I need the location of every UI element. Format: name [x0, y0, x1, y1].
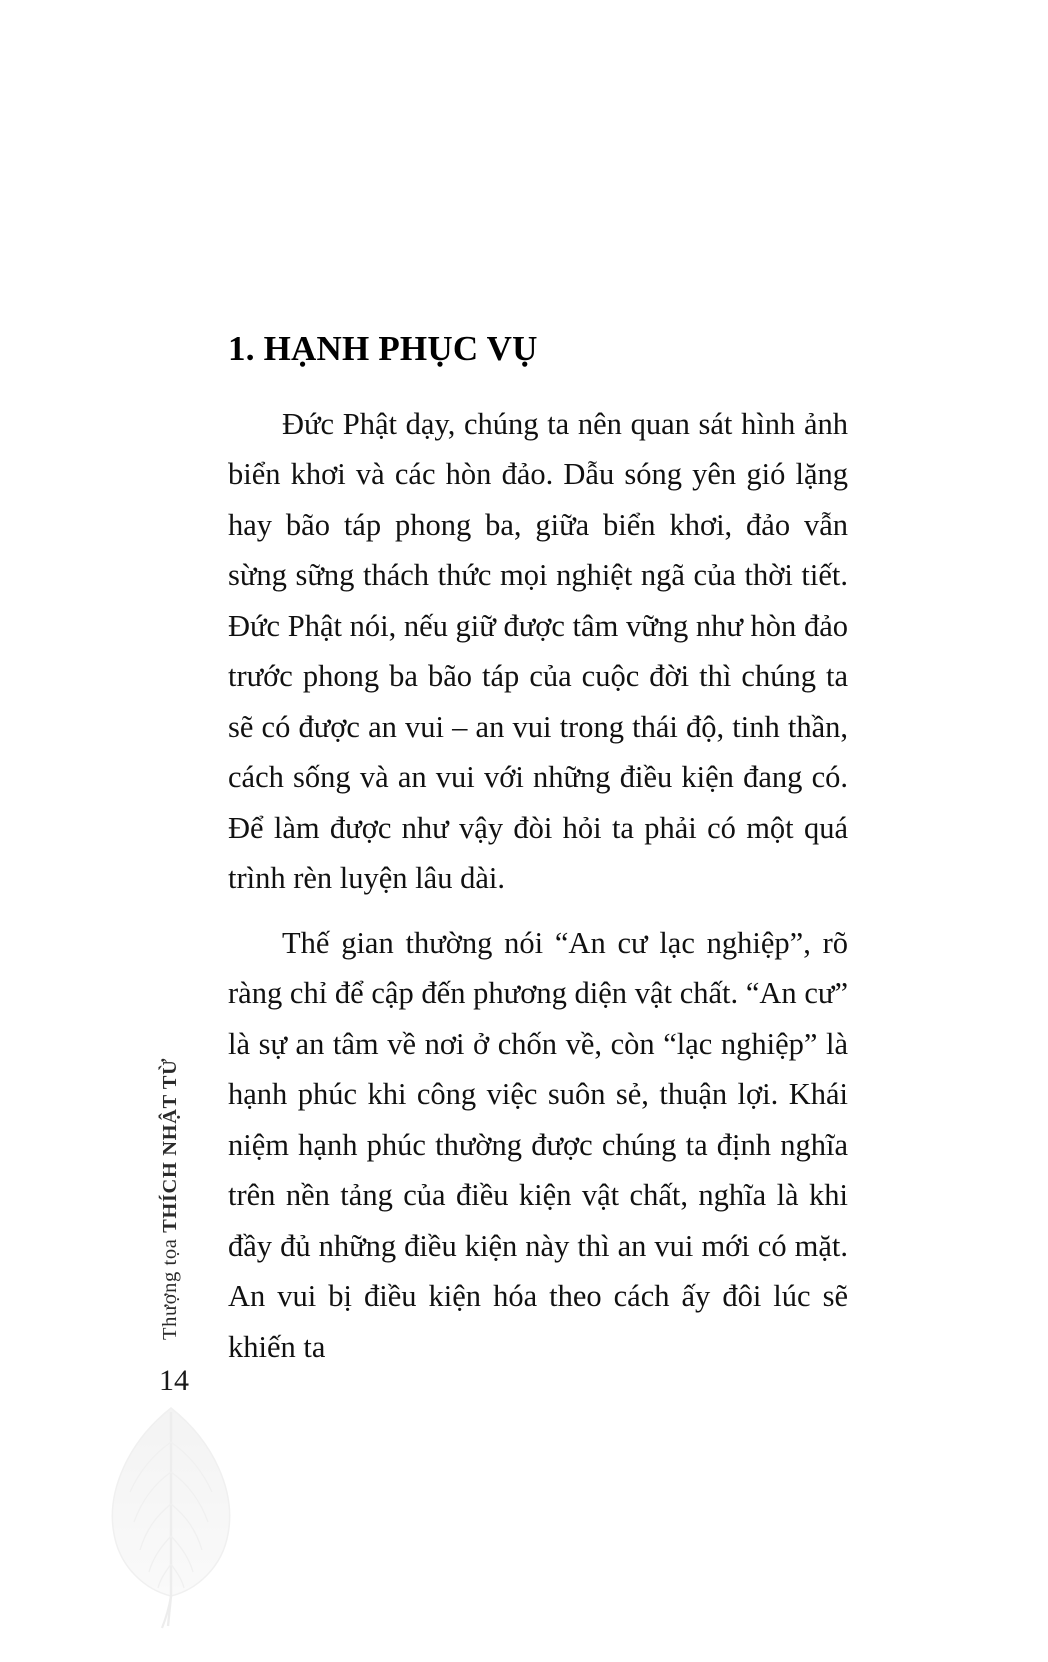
- text-column: [228, 330, 848, 1372]
- body-paragraph: Thế gian thường nói “An cư lạc nghiệp”, rõ ràng chỉ để cập đến phương diện vật chất. “An cư” là sự an tâm về nơi ở chốn về, còn “lạc nghiệp” là hạnh phúc khi công việc suôn sẻ, thuận lợi. Khái niệm hạnh phúc thường được chúng ta định nghĩa trên nền tảng của điều kiện vật chất, nghĩa là khi đầy đủ những điều kiện này thì an vui mới có mặt. An vui bị điều kiện hóa theo cách ấy đôi lúc sẽ khiến ta: [228, 925, 848, 1364]
- running-head: [150, 980, 190, 1340]
- running-head-author: THÍCH NHẬT TỪ: [158, 1058, 181, 1233]
- running-head-text: [159, 1058, 182, 1340]
- running-head-prefix: Thượng tọa: [158, 1232, 181, 1340]
- chapter-title: 1. HẠNH PHỤC VỤ: [228, 329, 538, 368]
- bodhi-leaf-icon: [96, 1400, 246, 1630]
- body-paragraph: Đức Phật dạy, chúng ta nên quan sát hình ảnh biển khơi và các hòn đảo. Dẫu sóng yên gió lặng hay bão táp phong ba, giữa biển khơi, đảo vẫn sừng sững thách thức mọi nghiệt ngã của thời tiết. Đức Phật nói, nếu giữ được tâm vững như hòn đảo trước phong ba bão táp của cuộc đời thì chúng ta sẽ có được an vui – an vui trong thái độ, tinh thần, cách sống và an vui với những điều kiện đang có. Để làm được như vậy đòi hỏi ta phải có một quá trình rèn luyện lâu dài.: [228, 406, 848, 895]
- page-number: 14: [159, 1364, 189, 1397]
